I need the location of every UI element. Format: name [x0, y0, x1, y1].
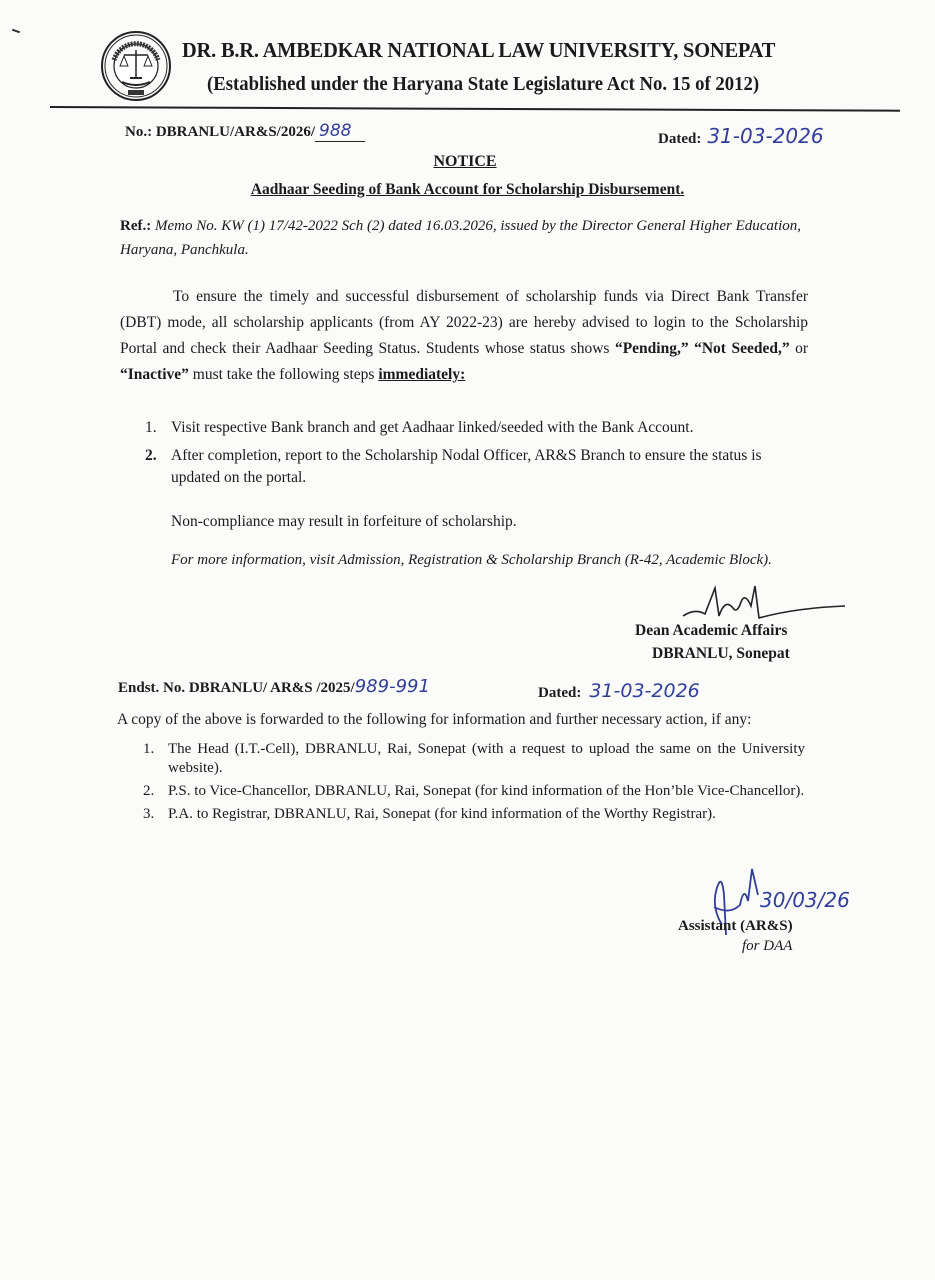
- recipient-item: [143, 782, 805, 801]
- notice-reference: [120, 214, 820, 262]
- recipient-number: 1.: [143, 741, 155, 757]
- recipient-number: 2.: [143, 783, 155, 799]
- steps-list: [145, 417, 810, 495]
- endorsement-number-handwritten: 989-991: [354, 676, 430, 697]
- endorsement-date-handwritten: 31-03-2026: [589, 680, 700, 702]
- step-text: Visit respective Bank branch and get Aadhaar linked/seeded with the Bank Account.: [171, 419, 694, 436]
- step-item: [145, 445, 810, 489]
- recipient-text: P.A. to Registrar, DBRANLU, Rai, Sonepat (for kind information of the Worthy Registrar).: [168, 806, 716, 822]
- endorsement-date-label: Dated:: [538, 685, 582, 701]
- notice-title: NOTICE: [433, 153, 497, 170]
- ref-text: Memo No. KW (1) 17/42-2022 Sch (2) dated 16.03.2026, issued by the Director General Higher Education, Haryana, Panchkula.: [120, 218, 801, 258]
- establishment-act: (Established under the Haryana State Legislature Act No. 15 of 2012): [207, 74, 760, 95]
- ref-label: Ref.:: [120, 218, 152, 234]
- status-pending: “Pending,”: [614, 340, 689, 357]
- reference-date: [658, 124, 824, 148]
- reference-number: [125, 121, 365, 142]
- assistant-for: for DAA: [742, 938, 793, 954]
- status-inactive: “Inactive”: [120, 366, 189, 383]
- status-not-seeded: “Not Seeded,”: [694, 340, 790, 357]
- step-text: After completion, report to the Scholarship Nodal Officer, AR&S Branch to ensure the status is updated on the portal.: [171, 447, 762, 486]
- recipients-list: [143, 740, 805, 828]
- signatory-org: DBRANLU, Sonepat: [652, 645, 790, 662]
- para-tail: must take the following steps: [192, 366, 375, 383]
- assistant-sign-date: 30/03/26: [760, 888, 850, 912]
- para-text: To ensure the timely and successful disbursement of scholarship funds via Direct Bank Transfer (DBT) mode, all scholarship applicants (from AY 2022-23) are hereby advised to login to the Scholarship Portal and check their Aadhaar Seeding Status. Students whose status shows: [120, 288, 808, 357]
- scan-mark: [12, 29, 20, 34]
- reference-date-label: Dated:: [658, 131, 702, 147]
- reference-number-handwritten: 988: [315, 121, 365, 142]
- dean-signature: [675, 578, 850, 628]
- recipient-item: [143, 805, 805, 824]
- university-name: DR. B.R. AMBEDKAR NATIONAL LAW UNIVERSITY, SONEPAT: [182, 38, 776, 62]
- notice-subject: Aadhaar Seeding of Bank Account for Scholarship Disbursement.: [250, 181, 685, 198]
- or-word: or: [795, 340, 809, 357]
- recipient-number: 3.: [143, 806, 155, 822]
- header-divider: [50, 106, 900, 112]
- non-compliance-warning: Non-compliance may result in forfeiture of scholarship.: [171, 513, 517, 530]
- signatory-title: Dean Academic Affairs: [635, 622, 788, 639]
- step-number: 1.: [145, 419, 157, 436]
- more-info: For more information, visit Admission, Registration & Scholarship Branch (R-42, Academic Block).: [171, 552, 772, 568]
- immediately: immediately:: [378, 366, 466, 383]
- reference-number-label: No.: DBRANLU/AR&S/2026/: [125, 124, 316, 140]
- recipient-text: The Head (I.T.-Cell), DBRANLU, Rai, Sonepat (with a request to upload the same on the University website).: [168, 741, 805, 776]
- step-item: [145, 417, 810, 439]
- endorsement-number: [118, 676, 430, 697]
- university-seal-logo: [100, 30, 172, 102]
- reference-date-handwritten: 31-03-2026: [707, 124, 824, 148]
- copy-intro: A copy of the above is forwarded to the following for information and further necessary action, if any:: [117, 711, 752, 728]
- recipient-text: P.S. to Vice-Chancellor, DBRANLU, Rai, Sonepat (for kind information of the Hon’ble Vice-Chancellor).: [168, 783, 805, 799]
- recipient-item: [143, 740, 805, 778]
- assistant-title: Assistant (AR&S): [678, 918, 793, 934]
- endorsement-date: [538, 680, 700, 702]
- step-number: 2.: [145, 447, 157, 464]
- endorsement-number-label: Endst. No. DBRANLU/ AR&S /2025/: [118, 680, 355, 696]
- notice-paragraph: [120, 284, 808, 388]
